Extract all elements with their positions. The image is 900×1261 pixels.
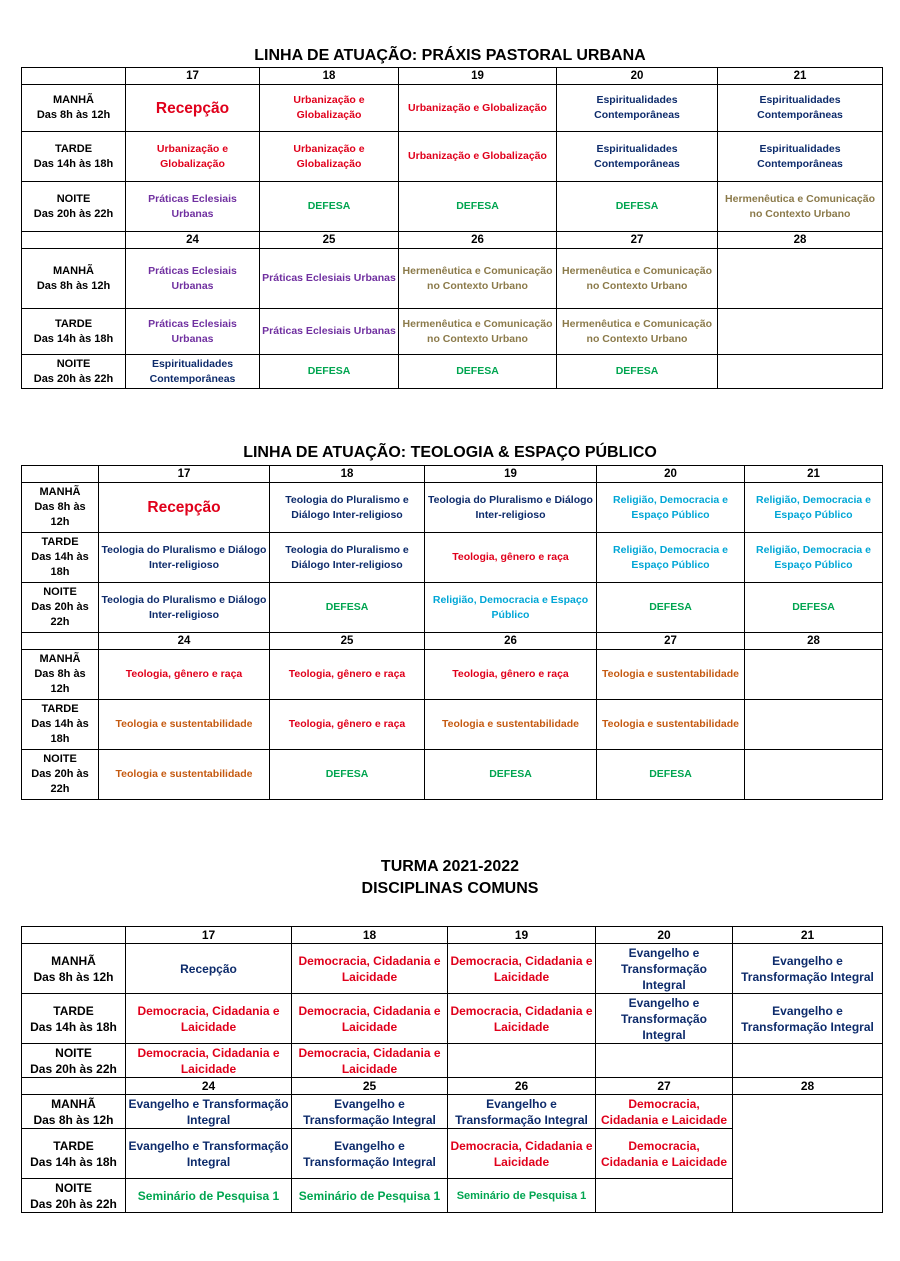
schedule-cell: Teologia do Pluralismo e Diálogo Inter-religioso [270, 483, 425, 533]
schedule-cell: Urbanização e Globalização [126, 132, 260, 182]
day-header: 17 [126, 68, 260, 85]
schedule-cell: Práticas Eclesiais Urbanas [260, 249, 399, 309]
afternoon-row [22, 700, 883, 750]
schedule-cell: Recepção [126, 944, 292, 994]
period-label-morning: MANHÃ Das 8h às 12h [22, 650, 99, 700]
schedule-cell [733, 1044, 883, 1078]
schedule-cell: DEFESA [399, 355, 557, 389]
schedule-cell: Teologia, gênero e raça [270, 700, 425, 750]
schedule-cell: Teologia e sustentabilidade [597, 700, 745, 750]
schedule-cell: Teologia e sustentabilidade [99, 700, 270, 750]
morning-row [22, 944, 883, 994]
schedule-cell: Teologia, gênero e raça [425, 650, 597, 700]
schedule-cell: Democracia, Cidadania e Laicidade [448, 1129, 596, 1179]
schedule-cell: Seminário de Pesquisa 1 [126, 1179, 292, 1213]
day-header: 21 [733, 927, 883, 944]
day-header: 24 [99, 633, 270, 650]
schedule-cell: Teologia do Pluralismo e Diálogo Inter-religioso [425, 483, 597, 533]
schedule-cell: Teologia e sustentabilidade [597, 650, 745, 700]
day-header: 17 [99, 466, 270, 483]
schedule-cell: DEFESA [557, 355, 718, 389]
day-header: 27 [557, 232, 718, 249]
schedule-cell: Democracia, Cidadania e Laicidade [292, 994, 448, 1044]
corner-cell [22, 232, 126, 249]
period-label-morning: MANHÃ Das 8h às 12h [22, 944, 126, 994]
period-label-night: NOITE Das 20h às 22h [22, 1044, 126, 1078]
day-header: 27 [596, 1078, 733, 1095]
schedule-cell: Democracia, Cidadania e Laicidade [448, 944, 596, 994]
schedule-cell: Religião, Democracia e Espaço Público [745, 533, 883, 583]
period-label-morning: MANHÃ Das 8h às 12h [22, 1095, 126, 1129]
schedule-cell: Democracia, Cidadania e Laicidade [126, 1044, 292, 1078]
corner-cell [22, 1078, 126, 1095]
day-header: 24 [126, 232, 260, 249]
day-header: 18 [270, 466, 425, 483]
day-header: 28 [718, 232, 883, 249]
schedule-cell: Religião, Democracia e Espaço Público [597, 533, 745, 583]
schedule-cell: Evangelho e Transformação Integral [596, 944, 733, 994]
morning-row [22, 483, 883, 533]
schedule-cell: Espiritualidades Contemporâneas [557, 132, 718, 182]
morning-row [22, 1095, 883, 1129]
schedule-cell [745, 700, 883, 750]
schedule-cell: Práticas Eclesiais Urbanas [126, 309, 260, 355]
day-header: 20 [596, 927, 733, 944]
schedule-cell: Hermenêutica e Comunicação no Contexto Urbano [557, 309, 718, 355]
schedule-cell: Evangelho e Transformação Integral [596, 994, 733, 1044]
schedule-cell: Seminário de Pesquisa 1 [448, 1179, 596, 1213]
schedule-cell: Seminário de Pesquisa 1 [292, 1179, 448, 1213]
schedule-cell: Urbanização e Globalização [260, 85, 399, 132]
schedule-cell: Teologia do Pluralismo e Diálogo Inter-religioso [270, 533, 425, 583]
morning-row [22, 650, 883, 700]
day-header: 21 [718, 68, 883, 85]
day-header: 26 [448, 1078, 596, 1095]
morning-row [22, 85, 883, 132]
schedule-cell [745, 750, 883, 800]
afternoon-row [22, 132, 883, 182]
day-header: 28 [745, 633, 883, 650]
schedule-cell [596, 1044, 733, 1078]
schedule-cell: Democracia, Cidadania e Laicidade [596, 1129, 733, 1179]
day-header: 27 [597, 633, 745, 650]
schedule-cell: DEFESA [270, 750, 425, 800]
day-header: 20 [557, 68, 718, 85]
schedule-cell: Teologia e sustentabilidade [425, 700, 597, 750]
page-subtitle-disciplinas: DISCIPLINAS COMUNS [361, 880, 539, 897]
night-row [22, 750, 883, 800]
schedule-table-praxis [21, 67, 883, 389]
morning-row [22, 249, 883, 309]
schedule-cell: Evangelho e Transformação Integral [126, 1095, 292, 1129]
schedule-cell: Democracia, Cidadania e Laicidade [448, 994, 596, 1044]
schedule-cell: Evangelho e Transformação Integral [733, 944, 883, 994]
schedule-cell: Teologia do Pluralismo e Diálogo Inter-religioso [99, 583, 270, 633]
schedule-cell: Hermenêutica e Comunicação no Contexto Urbano [557, 249, 718, 309]
schedule-cell: Espiritualidades Contemporâneas [718, 85, 883, 132]
schedule-cell: Hermenêutica e Comunicação no Contexto Urbano [399, 309, 557, 355]
day-header: 26 [425, 633, 597, 650]
night-row [22, 1044, 883, 1078]
schedule-cell [745, 650, 883, 700]
header-row [22, 232, 883, 249]
corner-cell [22, 927, 126, 944]
schedule-cell: Evangelho e Transformação Integral [292, 1095, 448, 1129]
period-label-night: NOITE Das 20h às 22h [22, 182, 126, 232]
corner-cell [22, 633, 99, 650]
period-label-afternoon: TARDE Das 14h às 18h [22, 1129, 126, 1179]
schedule-cell [718, 249, 883, 309]
schedule-cell: Teologia, gênero e raça [99, 650, 270, 700]
schedule-cell: Democracia, Cidadania e Laicidade [596, 1095, 733, 1129]
period-label-night: NOITE Das 20h às 22h [22, 583, 99, 633]
header-row [22, 1078, 883, 1095]
header-row [22, 633, 883, 650]
schedule-cell [596, 1179, 733, 1213]
schedule-cell: Democracia, Cidadania e Laicidade [126, 994, 292, 1044]
day-header: 26 [399, 232, 557, 249]
schedule-cell: Teologia e sustentabilidade [99, 750, 270, 800]
night-row [22, 355, 883, 389]
period-label-afternoon: TARDE Das 14h às 18h [22, 309, 126, 355]
night-row [22, 182, 883, 232]
schedule-cell: Práticas Eclesiais Urbanas [126, 182, 260, 232]
schedule-cell: Hermenêutica e Comunicação no Contexto Urbano [399, 249, 557, 309]
day-header: 19 [399, 68, 557, 85]
schedule-cell: Evangelho e Transformação Integral [126, 1129, 292, 1179]
page-title-turma: TURMA 2021-2022 [380, 858, 520, 875]
schedule-cell: DEFESA [399, 182, 557, 232]
schedule-cell: DEFESA [260, 355, 399, 389]
day-header: 18 [292, 927, 448, 944]
schedule-cell: DEFESA [597, 750, 745, 800]
day-header: 28 [733, 1078, 883, 1095]
corner-cell [22, 68, 126, 85]
schedule-cell: Teologia do Pluralismo e Diálogo Inter-religioso [99, 533, 270, 583]
schedule-cell [448, 1044, 596, 1078]
schedule-cell: Teologia, gênero e raça [425, 533, 597, 583]
schedule-table-disciplinas-comuns [21, 926, 883, 1213]
page-title-espaco-publico: LINHA DE ATUAÇÃO: TEOLOGIA & ESPAÇO PÚBLICO [243, 444, 657, 461]
schedule-cell: Espiritualidades Contemporâneas [718, 132, 883, 182]
schedule-cell: DEFESA [597, 583, 745, 633]
schedule-cell: DEFESA [557, 182, 718, 232]
corner-cell [22, 466, 99, 483]
day-header: 25 [260, 232, 399, 249]
schedule-cell [718, 355, 883, 389]
afternoon-row [22, 533, 883, 583]
schedule-cell: DEFESA [270, 583, 425, 633]
schedule-cell: Urbanização e Globalização [399, 85, 557, 132]
day-header: 24 [126, 1078, 292, 1095]
schedule-cell: Práticas Eclesiais Urbanas [260, 309, 399, 355]
schedule-cell: DEFESA [745, 583, 883, 633]
schedule-cell: Evangelho e Transformação Integral [733, 994, 883, 1044]
day-header: 25 [270, 633, 425, 650]
schedule-cell: Democracia, Cidadania e Laicidade [292, 944, 448, 994]
day-header: 19 [425, 466, 597, 483]
schedule-cell: Religião, Democracia e Espaço Público [597, 483, 745, 533]
header-row [22, 466, 883, 483]
night-row [22, 583, 883, 633]
period-label-morning: MANHÃ Das 8h às 12h [22, 483, 99, 533]
schedule-cell: DEFESA [425, 750, 597, 800]
schedule-cell: Religião, Democracia e Espaço Público [425, 583, 597, 633]
day-header: 17 [126, 927, 292, 944]
schedule-cell: Urbanização e Globalização [260, 132, 399, 182]
day-header: 21 [745, 466, 883, 483]
schedule-cell: Evangelho e Transformação Integral [448, 1095, 596, 1129]
schedule-cell [733, 1095, 883, 1213]
schedule-cell: DEFESA [260, 182, 399, 232]
period-label-night: NOITE Das 20h às 22h [22, 1179, 126, 1213]
header-row [22, 927, 883, 944]
schedule-cell: Hermenêutica e Comunicação no Contexto Urbano [718, 182, 883, 232]
period-label-night: NOITE Das 20h às 22h [22, 355, 126, 389]
schedule-cell: Teologia, gênero e raça [270, 650, 425, 700]
schedule-cell: Democracia, Cidadania e Laicidade [292, 1044, 448, 1078]
period-label-afternoon: TARDE Das 14h às 18h [22, 132, 126, 182]
schedule-cell: Recepção [126, 85, 260, 132]
day-header: 20 [597, 466, 745, 483]
period-label-afternoon: TARDE Das 14h às 18h [22, 533, 99, 583]
day-header: 18 [260, 68, 399, 85]
schedule-cell: Espiritualidades Contemporâneas [557, 85, 718, 132]
period-label-night: NOITE Das 20h às 22h [22, 750, 99, 800]
afternoon-row [22, 994, 883, 1044]
day-header: 19 [448, 927, 596, 944]
schedule-cell: Urbanização e Globalização [399, 132, 557, 182]
period-label-afternoon: TARDE Das 14h às 18h [22, 994, 126, 1044]
header-row [22, 68, 883, 85]
schedule-cell: Evangelho e Transformação Integral [292, 1129, 448, 1179]
day-header: 25 [292, 1078, 448, 1095]
afternoon-row [22, 309, 883, 355]
schedule-cell: Práticas Eclesiais Urbanas [126, 249, 260, 309]
schedule-cell: Recepção [99, 483, 270, 533]
period-label-morning: MANHÃ Das 8h às 12h [22, 85, 126, 132]
page-title-praxis: LINHA DE ATUAÇÃO: PRÁXIS PASTORAL URBANA [254, 47, 646, 64]
schedule-cell [718, 309, 883, 355]
schedule-table-espaco-publico [21, 465, 883, 800]
schedule-cell: Religião, Democracia e Espaço Público [745, 483, 883, 533]
period-label-afternoon: TARDE Das 14h às 18h [22, 700, 99, 750]
schedule-cell: Espiritualidades Contemporâneas [126, 355, 260, 389]
period-label-morning: MANHÃ Das 8h às 12h [22, 249, 126, 309]
